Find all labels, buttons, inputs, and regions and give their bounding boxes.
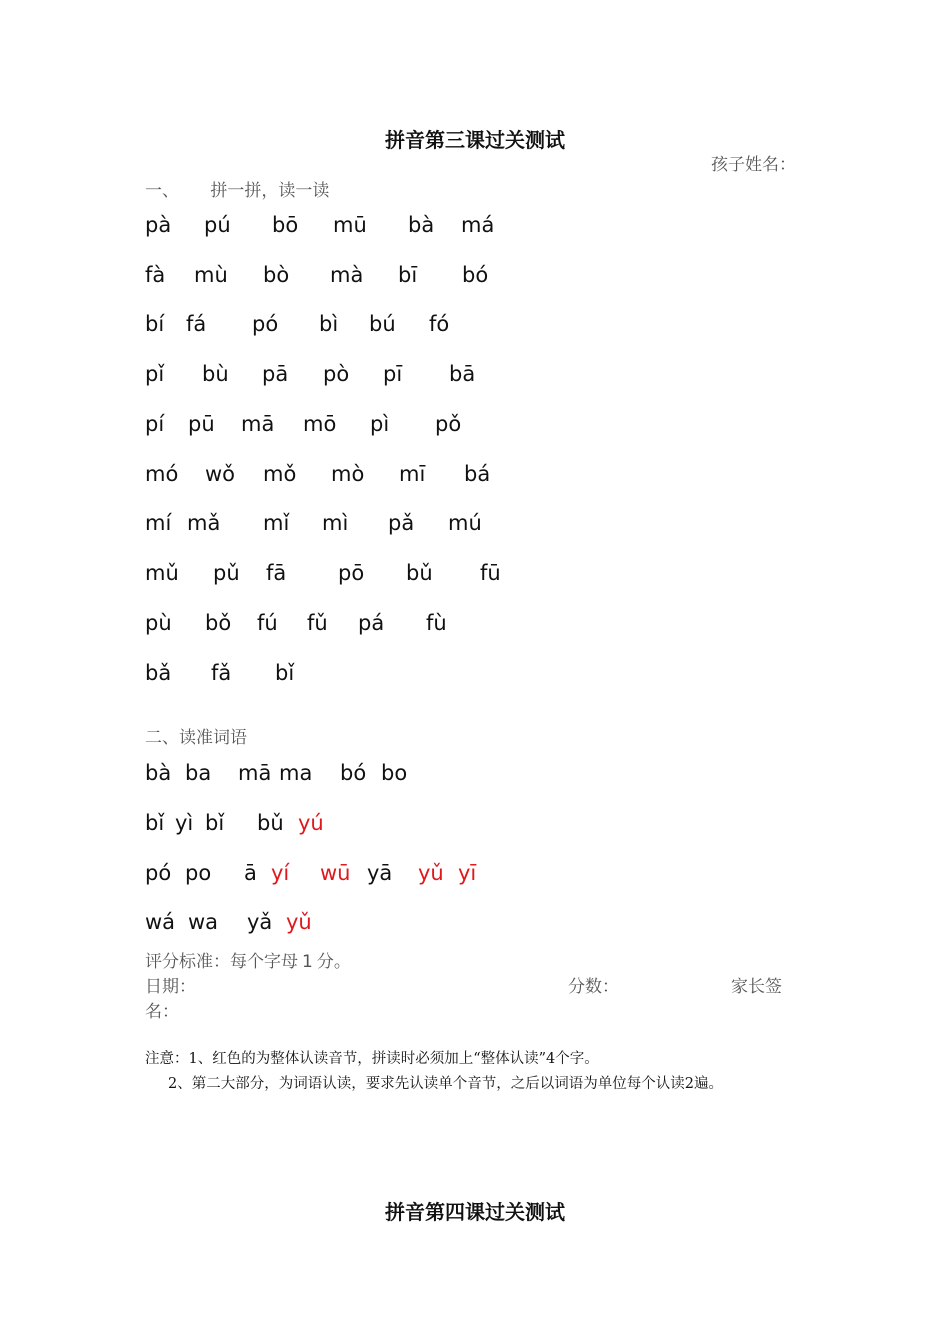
syllable: bā — [449, 362, 476, 386]
score-label: 分数： — [568, 977, 619, 997]
syllable: pí — [145, 412, 165, 436]
syllable: pù — [145, 611, 172, 635]
whole-syllable: yī — [458, 861, 477, 885]
syllable: fā — [266, 561, 287, 585]
syllable: pó — [252, 312, 279, 336]
word-syllable: bǔ — [257, 811, 284, 835]
syllable: mō — [303, 412, 337, 436]
syllable: bó — [462, 263, 489, 287]
parent-sign-label-continued: 名： — [145, 1002, 179, 1022]
syllable: mǐ — [263, 511, 290, 535]
syllable: pì — [370, 412, 390, 436]
word-syllable: bó — [340, 761, 367, 785]
syllable: wǒ — [205, 462, 236, 486]
syllable: bì — [319, 312, 339, 336]
word-syllable: bà — [145, 761, 172, 785]
syllable: bǒ — [205, 611, 232, 635]
syllable: pī — [383, 362, 403, 386]
syllable: fǎ — [211, 661, 232, 685]
syllable: pā — [262, 362, 289, 386]
syllable: pǎ — [388, 511, 415, 535]
section1-number: 一、 — [145, 181, 179, 201]
syllable: mū — [333, 213, 367, 237]
syllable: mó — [145, 462, 179, 486]
syllable: bǎ — [145, 661, 172, 685]
syllable: fà — [145, 263, 166, 287]
syllable: bò — [263, 263, 290, 287]
syllable: pò — [323, 362, 350, 386]
syllable: pǐ — [145, 362, 165, 386]
syllable: pá — [358, 611, 385, 635]
word-syllable: ma — [279, 761, 313, 785]
syllable: bà — [408, 213, 435, 237]
syllable: mù — [194, 263, 228, 287]
word-syllable: po — [185, 861, 212, 885]
word-syllable: wá — [145, 910, 176, 934]
syllable: bǔ — [406, 561, 433, 585]
syllable: pà — [145, 213, 172, 237]
scoring-standard — [145, 947, 351, 972]
word-syllable: mā — [238, 761, 272, 785]
syllable: bí — [145, 312, 165, 336]
whole-syllable: yǔ — [286, 910, 312, 934]
word-syllable: bǐ — [205, 811, 225, 835]
syllable: pō — [338, 561, 365, 585]
whole-syllable: yú — [298, 811, 324, 835]
syllable: bú — [369, 312, 396, 336]
syllable: bō — [272, 213, 299, 237]
syllable: mǎ — [187, 511, 221, 535]
syllable: bù — [202, 362, 229, 386]
syllable: mǒ — [263, 462, 297, 486]
syllable: bǐ — [275, 661, 295, 685]
date-label: 日期： — [145, 977, 196, 997]
word-syllable: yì — [175, 811, 194, 835]
note-line-2: 2、第二大部分，为词语认读，要求先认读单个音节，之后以词语为单位每个认读2遍。 — [168, 1076, 723, 1092]
section1-label: 拼一拼，读一读 — [210, 181, 330, 201]
section2-heading: 二、读准词语 — [145, 728, 247, 748]
syllable: fū — [480, 561, 501, 585]
word-syllable: bǐ — [145, 811, 165, 835]
word-syllable: yā — [367, 861, 393, 885]
syllable: bá — [464, 462, 491, 486]
syllable: mī — [399, 462, 426, 486]
syllable: mǔ — [145, 561, 179, 585]
scoring-number: 1 — [302, 952, 313, 972]
syllable: má — [461, 213, 495, 237]
word-syllable: bo — [381, 761, 408, 785]
syllable: mò — [331, 462, 365, 486]
syllable: mā — [241, 412, 275, 436]
syllable: pǒ — [435, 412, 462, 436]
word-syllable: wa — [188, 910, 219, 934]
syllable: mà — [330, 263, 364, 287]
next-page-title: 拼音第四课过关测试 — [385, 1200, 565, 1224]
word-syllable: yǎ — [247, 910, 273, 934]
word-syllable: pó — [145, 861, 172, 885]
syllable: fá — [186, 312, 207, 336]
word-syllable: ba — [185, 761, 212, 785]
section1-heading — [145, 176, 329, 201]
whole-syllable: yǔ — [418, 861, 444, 885]
whole-syllable: yí — [271, 861, 290, 885]
syllable: bī — [398, 263, 418, 287]
syllable: pǔ — [213, 561, 240, 585]
syllable: mí — [145, 511, 172, 535]
whole-syllable: wū — [320, 861, 351, 885]
syllable: pú — [204, 213, 231, 237]
syllable: fú — [257, 611, 278, 635]
syllable: mú — [448, 511, 482, 535]
syllable: fó — [429, 312, 450, 336]
note-line-1: 注意：1、红色的为整体认读音节，拼读时必须加上“整体认读”4个字。 — [145, 1051, 599, 1067]
word-syllable: ā — [244, 861, 257, 885]
syllable: pū — [188, 412, 215, 436]
scoring-suffix: 分。 — [316, 952, 351, 972]
syllable: fù — [426, 611, 447, 635]
syllable: mì — [322, 511, 349, 535]
page-title: 拼音第三课过关测试 — [385, 128, 565, 152]
parent-sign-label: 家长签 — [731, 977, 782, 997]
syllable: fǔ — [307, 611, 328, 635]
scoring-prefix: 评分标准：每个字母 — [145, 952, 298, 972]
child-name-label: 孩子姓名： — [711, 155, 796, 175]
